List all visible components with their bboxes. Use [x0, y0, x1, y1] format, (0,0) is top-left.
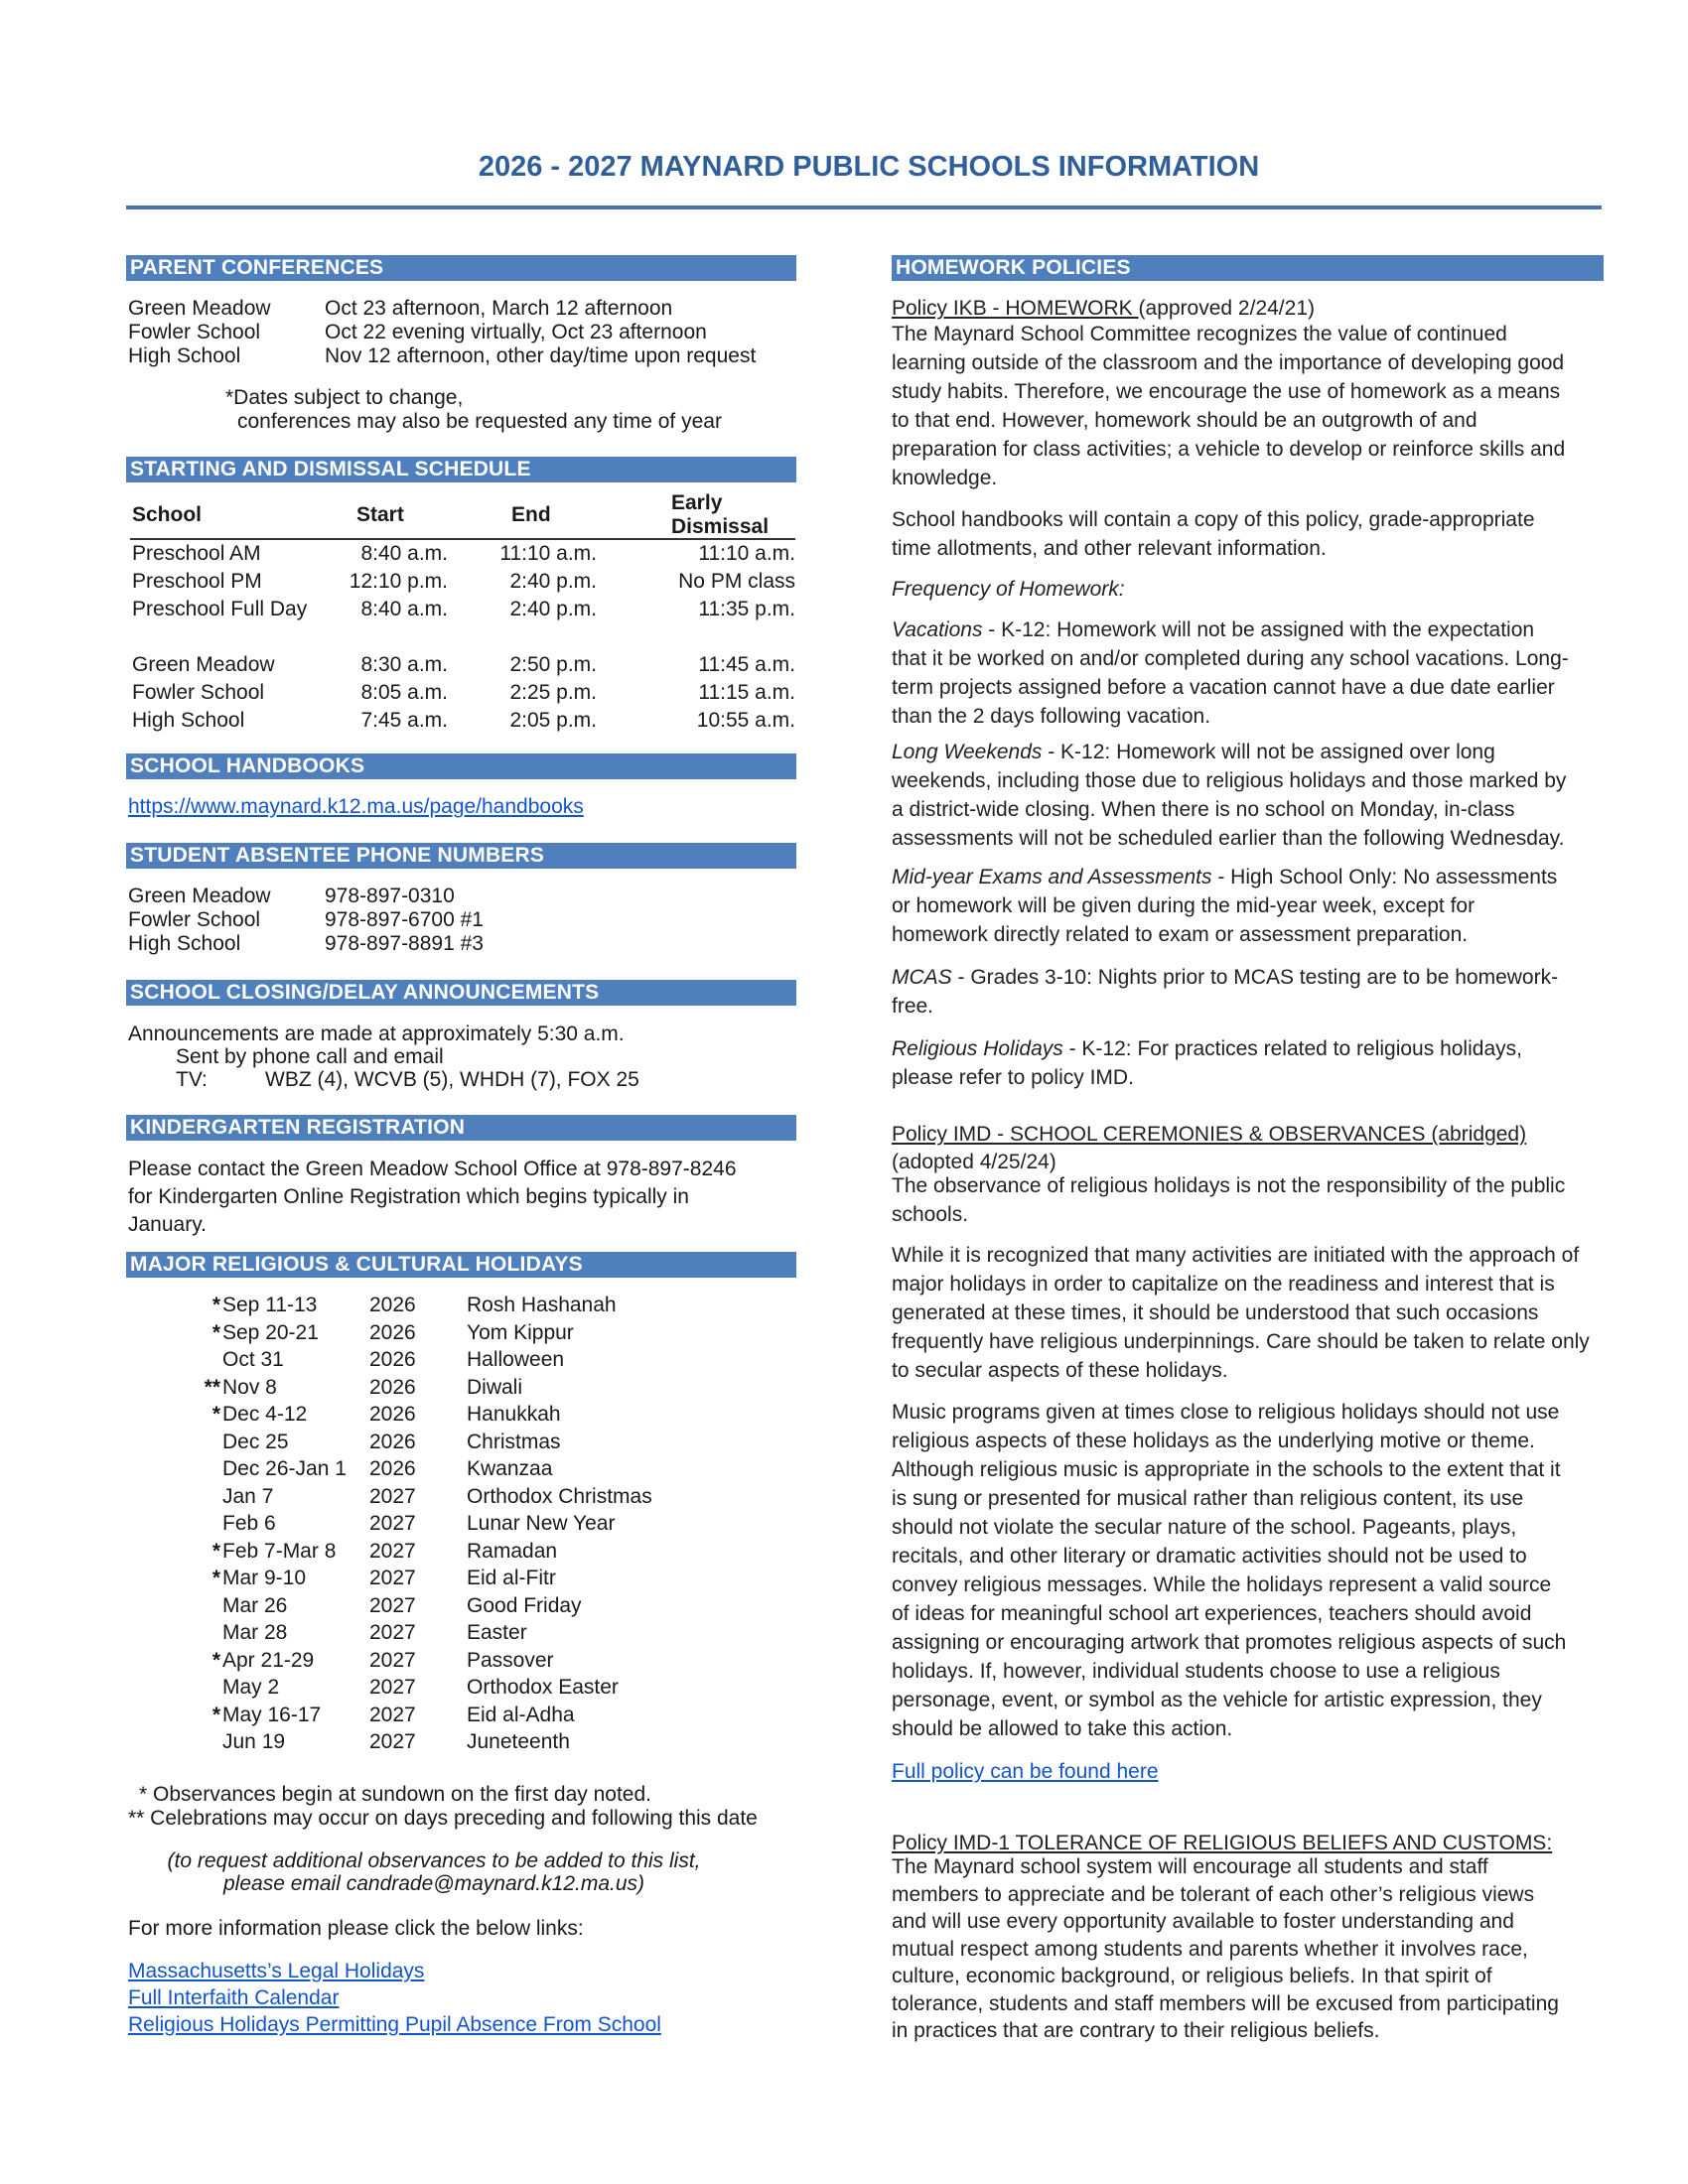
holiday-year: 2027 — [369, 1539, 416, 1563]
schedule-heading: STARTING AND DISMISSAL SCHEDULE — [126, 457, 796, 482]
vacations-paragraph — [892, 615, 1607, 731]
paragraph-line — [892, 1570, 1607, 1599]
paragraph-line — [892, 1881, 1607, 1909]
holiday-year: 2027 — [369, 1648, 416, 1672]
holiday-date: Sep 11-13 — [222, 1294, 318, 1316]
holiday-mark: * — [211, 1703, 220, 1726]
holiday-year: 2027 — [369, 1484, 416, 1508]
schedule-col-dismissal: Dismissal — [671, 515, 770, 538]
conference-note: conferences may also be requested any time of year — [237, 410, 722, 433]
paragraph-line — [892, 1241, 1607, 1270]
holiday-footnote: ** Celebrations may occur on days preceding and following this date — [128, 1807, 758, 1830]
holiday-name: Eid al-Fitr — [467, 1567, 556, 1589]
paragraph-line — [892, 615, 1607, 644]
holiday-name: Halloween — [467, 1348, 565, 1371]
holiday-mark: * — [211, 1539, 220, 1563]
paragraph-line — [892, 1657, 1607, 1686]
paragraph-line — [892, 320, 1607, 348]
holiday-date: Nov 8 — [222, 1375, 277, 1399]
holiday-year: 2026 — [369, 1375, 416, 1399]
holiday-name: Orthodox Christmas — [467, 1484, 652, 1508]
paragraph-text: religious aspects of these holidays as the underlying motive or theme. — [892, 1430, 1535, 1452]
schedule-time: 10:55 a.m. — [696, 709, 795, 732]
paragraph-line — [892, 406, 1607, 435]
paragraph-label: Mid-year Exams and Assessments — [892, 866, 1212, 888]
holiday-year: 2027 — [369, 1703, 416, 1726]
paragraph-line — [892, 644, 1607, 673]
holiday-year: 2027 — [369, 1621, 416, 1644]
paragraph-line — [892, 2017, 1607, 2045]
schedule-row — [126, 708, 796, 734]
paragraph-text: - K-12: Homework will not be assigned with the expectation — [982, 618, 1535, 641]
interfaith-calendar-link[interactable]: Full Interfaith Calendar — [128, 1986, 340, 2009]
holidays-heading: MAJOR RELIGIOUS & CULTURAL HOLIDAYS — [126, 1252, 796, 1278]
holiday-name: Good Friday — [467, 1593, 582, 1617]
title-divider — [126, 205, 1602, 209]
holiday-name: Rosh Hashanah — [467, 1294, 617, 1316]
schedule-time: 8:05 a.m. — [360, 681, 448, 704]
holiday-mark: * — [211, 1320, 220, 1344]
holiday-name: Christmas — [467, 1430, 561, 1453]
paragraph-text: frequently have religious underpinnings. Care should be taken to relate only — [892, 1330, 1590, 1353]
holiday-request: (to request additional observances to be added to this list, — [167, 1849, 701, 1872]
holiday-mark: * — [211, 1567, 220, 1589]
schedule-school: Fowler School — [132, 681, 265, 704]
schedule-time: 11:10 a.m. — [499, 542, 597, 565]
holiday-year: 2026 — [369, 1430, 416, 1453]
holiday-year: 2027 — [369, 1730, 416, 1753]
holiday-name: Diwali — [467, 1375, 523, 1399]
paragraph-text: learning outside of the classroom and the importance of developing good — [892, 351, 1565, 374]
paragraph-text: - K-12: For practices related to religious holidays, — [1062, 1037, 1522, 1060]
kindergarten-line: for Kindergarten Online Registration which begins typically in — [128, 1185, 689, 1208]
schedule-col-end: End — [511, 503, 551, 526]
paragraph-line — [892, 1171, 1607, 1200]
paragraph-text: than the 2 days following vacation. — [892, 705, 1211, 728]
paragraph-line — [892, 435, 1607, 464]
paragraph-line — [892, 824, 1607, 853]
holiday-request: please email candrade@maynard.k12.ma.us) — [222, 1872, 645, 1895]
paragraph-text: is sung or presented for musical rather than religious content, its use — [892, 1487, 1524, 1510]
paragraph-line — [892, 1200, 1607, 1229]
holiday-mark: * — [211, 1648, 220, 1672]
parent-conferences-heading: PARENT CONFERENCES — [126, 255, 796, 281]
holiday-date: Dec 25 — [222, 1430, 289, 1453]
schedule-col-early: Early — [671, 491, 723, 514]
schedule-row — [126, 541, 796, 567]
paragraph-line — [892, 1963, 1607, 1990]
paragraph-line — [892, 1398, 1607, 1427]
paragraph-line — [892, 673, 1607, 702]
schedule-school: Preschool AM — [132, 542, 261, 565]
kindergarten-heading: KINDERGARTEN REGISTRATION — [126, 1115, 796, 1141]
paragraph-text: of ideas for meaningful school art experiences, teachers should avoid — [892, 1602, 1532, 1625]
paragraph-text: mutual respect among students and parents whether it involves race, — [892, 1937, 1528, 1961]
paragraph-text: assigning or encouraging artwork that promotes religious aspects of such — [892, 1631, 1567, 1654]
holiday-date: May 2 — [222, 1676, 280, 1699]
holiday-date: Feb 6 — [222, 1512, 276, 1535]
imd-paragraph-2 — [892, 1241, 1607, 1385]
paragraph-text: - Grades 3-10: Nights prior to MCAS testing are to be homework- — [951, 966, 1559, 989]
paragraph-line — [892, 891, 1607, 920]
holiday-date: Feb 7-Mar 8 — [222, 1539, 337, 1563]
schedule-col-start: Start — [356, 503, 404, 526]
paragraph-text: time allotments, and other relevant information. — [892, 537, 1327, 560]
holiday-date: Dec 4-12 — [222, 1403, 308, 1426]
paragraph-text: The Maynard school system will encourage all students and staff — [892, 1855, 1488, 1878]
holiday-date: Mar 28 — [222, 1621, 288, 1644]
holiday-year: 2027 — [369, 1512, 416, 1535]
holiday-year: 2026 — [369, 1457, 416, 1480]
holiday-date: Jan 7 — [222, 1484, 274, 1508]
paragraph-text: holidays. If, however, individual students choose to use a religious — [892, 1660, 1500, 1683]
paragraph-text: The observance of religious holidays is not the responsibility of the public — [892, 1174, 1566, 1197]
paragraph-line — [892, 377, 1607, 406]
closing-line: Announcements are made at approximately 5:30 a.m. — [128, 1023, 625, 1045]
holiday-mark: * — [211, 1403, 220, 1426]
paragraph-text: in practices that are contrary to their religious beliefs. — [892, 2019, 1380, 2042]
paragraph-text: The Maynard School Committee recognizes the value of continued — [892, 323, 1507, 345]
paragraph-line — [892, 1427, 1607, 1455]
closing-tv-stations: WBZ (4), WCVB (5), WHDH (7), FOX 25 — [265, 1068, 639, 1091]
paragraph-text: tolerance, students and staff members will be excused from participating — [892, 1991, 1559, 2015]
paragraph-text: Although religious music is appropriate in the schools to the extent that it — [892, 1458, 1561, 1481]
schedule-time: 2:05 p.m. — [509, 709, 597, 732]
holiday-mark: * — [211, 1294, 220, 1316]
policy-imd-title: Policy IMD - SCHOOL CEREMONIES & OBSERVANCES (abridged) — [892, 1123, 1527, 1146]
holiday-name: Juneteenth — [467, 1730, 570, 1753]
holiday-date: May 16-17 — [222, 1703, 322, 1726]
paragraph-line — [892, 505, 1607, 534]
paragraph-label: Religious Holidays — [892, 1037, 1063, 1060]
closing-line: Sent by phone call and email — [176, 1045, 444, 1068]
paragraph-line — [892, 1908, 1607, 1936]
holiday-name: Yom Kippur — [467, 1320, 574, 1344]
paragraph-text: to secular aspects of these holidays. — [892, 1359, 1228, 1382]
schedule-time: 2:40 p.m. — [509, 570, 597, 593]
paragraph-text: convey religious messages. While the holidays represent a valid source — [892, 1573, 1552, 1596]
schedule-time: 2:40 p.m. — [509, 598, 597, 620]
paragraph-text: please refer to policy IMD. — [892, 1066, 1134, 1089]
schedule-row — [126, 680, 796, 706]
paragraph-text: or homework will be given during the mid-year week, except for — [892, 894, 1476, 917]
holiday-name: Passover — [467, 1648, 554, 1672]
paragraph-line — [892, 1327, 1607, 1356]
schedule-time: 11:15 a.m. — [698, 681, 795, 704]
holiday-year: 2026 — [369, 1348, 416, 1371]
schedule-col-school: School — [132, 503, 203, 526]
midyear-paragraph — [892, 863, 1607, 949]
paragraph-line — [892, 1936, 1607, 1964]
ma-legal-holidays-link[interactable]: Massachusetts’s Legal Holidays — [128, 1960, 425, 1982]
holiday-date: Oct 31 — [222, 1348, 284, 1371]
paragraph-line — [892, 738, 1607, 766]
schedule-time: 11:35 p.m. — [698, 598, 795, 620]
holiday-year: 2027 — [369, 1676, 416, 1699]
paragraph-text: homework directly related to exam or assessment preparation. — [892, 923, 1469, 946]
paragraph-text: should not violate the secular nature of the school. Pageants, plays, — [892, 1516, 1517, 1539]
schedule-time: 11:10 a.m. — [698, 542, 795, 565]
paragraph-text: schools. — [892, 1203, 969, 1226]
holiday-date: Jun 19 — [222, 1730, 286, 1753]
paragraph-text: that it be worked on and/or completed during any school vacations. Long- — [892, 647, 1569, 670]
kindergarten-line: Please contact the Green Meadow School Office at 978-897-8246 — [128, 1158, 737, 1180]
schedule-time: 8:40 a.m. — [360, 542, 448, 565]
schedule-time: 8:40 a.m. — [360, 598, 448, 620]
schedule-row — [126, 597, 796, 622]
paragraph-text: generated at these times, it should be understood that such occasions — [892, 1301, 1539, 1324]
schedule-time: 11:45 a.m. — [698, 653, 795, 676]
holiday-year: 2026 — [369, 1403, 416, 1426]
paragraph-text: term projects assigned before a vacation cannot have a due date earlier — [892, 676, 1555, 699]
schedule-time: 7:45 a.m. — [360, 709, 448, 732]
paragraph-line — [892, 863, 1607, 891]
schedule-school: High School — [132, 709, 245, 732]
paragraph-text: members to appreciate and be tolerant of each other’s religious views — [892, 1882, 1535, 1906]
paragraph-text: preparation for class activities; a vehicle to develop or reinforce skills and — [892, 438, 1566, 461]
paragraph-line — [892, 1063, 1607, 1092]
imd-paragraph-3 — [892, 1398, 1607, 1743]
paragraph-line — [892, 702, 1607, 731]
paragraph-line — [892, 1990, 1607, 2018]
schedule-time: 2:50 p.m. — [509, 653, 597, 676]
holiday-date: Sep 20-21 — [222, 1320, 319, 1344]
paragraph-text: free. — [892, 995, 934, 1018]
schedule-row — [126, 569, 796, 595]
policy-ikb-title: Policy IKB - HOMEWORK (approved 2/24/21) — [892, 297, 1315, 320]
closing-tv-label: TV: — [176, 1068, 208, 1091]
holiday-date: Apr 21-29 — [222, 1648, 315, 1672]
homework-heading: HOMEWORK POLICIES — [892, 255, 1604, 281]
paragraph-line — [892, 963, 1607, 992]
page-title: 2026 - 2027 MAYNARD PUBLIC SCHOOLS INFORMATION — [478, 151, 1260, 183]
conference-note: *Dates subject to change, — [225, 386, 464, 409]
paragraph-text: knowledge. — [892, 467, 998, 489]
paragraph-label: Vacations — [892, 618, 983, 641]
holiday-year: 2026 — [369, 1294, 416, 1316]
paragraph-line — [892, 348, 1607, 377]
paragraph-text: major holidays in order to capitalize on the readiness and interest that is — [892, 1273, 1555, 1296]
paragraph-text: should be allowed to take this action. — [892, 1717, 1233, 1740]
frequency-label: Frequency of Homework: — [892, 578, 1125, 601]
holiday-name: Kwanzaa — [467, 1457, 553, 1480]
paragraph-text: a district-wide closing. When there is no school on Monday, in-class — [892, 798, 1515, 821]
schedule-school: Preschool PM — [132, 570, 262, 593]
paragraph-line — [892, 992, 1607, 1021]
paragraph-line — [892, 1542, 1607, 1570]
paragraph-text: culture, economic background, or religious beliefs. In that spirit of — [892, 1965, 1492, 1987]
holiday-year: 2027 — [369, 1567, 416, 1589]
holiday-date: Mar 9-10 — [222, 1567, 307, 1589]
policy-imd1-title: Policy IMD-1 TOLERANCE OF RELIGIOUS BELIEFS AND CUSTOMS: — [892, 1832, 1553, 1854]
paragraph-text: School handbooks will contain a copy of this policy, grade-appropriate — [892, 508, 1535, 531]
paragraph-line — [892, 534, 1607, 563]
holiday-name: Easter — [467, 1621, 527, 1644]
paragraph-line — [892, 1853, 1607, 1881]
paragraph-line — [892, 1356, 1607, 1385]
schedule-time: 12:10 p.m. — [349, 570, 448, 593]
paragraph-line — [892, 1513, 1607, 1542]
paragraph-line — [892, 920, 1607, 949]
paragraph-line — [892, 766, 1607, 795]
holiday-mark: ** — [204, 1375, 220, 1399]
schedule-time: 8:30 a.m. — [360, 653, 448, 676]
paragraph-line — [892, 1714, 1607, 1743]
holiday-name: Eid al-Adha — [467, 1703, 575, 1726]
paragraph-label: Long Weekends — [892, 741, 1043, 763]
paragraph-line — [892, 1599, 1607, 1628]
more-info-text: For more information please click the below links: — [128, 1917, 584, 1940]
paragraph-text: recitals, and other literary or dramatic activities should not be used to — [892, 1545, 1527, 1568]
paragraph-line — [892, 1270, 1607, 1298]
closing-heading: SCHOOL CLOSING/DELAY ANNOUNCEMENTS — [126, 980, 796, 1006]
holiday-name: Orthodox Easter — [467, 1676, 619, 1699]
paragraph-text: weekends, including those due to religious holidays and those marked by — [892, 769, 1567, 792]
paragraph-text: While it is recognized that many activities are initiated with the approach of — [892, 1244, 1580, 1267]
schedule-time: 2:25 p.m. — [509, 681, 597, 704]
homework-intro — [892, 320, 1607, 492]
holiday-date: Mar 26 — [222, 1593, 288, 1617]
holiday-footnote: * Observances begin at sundown on the first day noted. — [139, 1783, 651, 1806]
paragraph-text: and will use every opportunity available to foster understanding and — [892, 1910, 1514, 1933]
long-weekends-paragraph — [892, 738, 1607, 853]
paragraph-line — [892, 1455, 1607, 1484]
imd1-paragraph — [892, 1853, 1607, 2045]
paragraph-text: - K-12: Homework will not be assigned over long — [1042, 741, 1495, 763]
holiday-name: Hanukkah — [467, 1403, 561, 1426]
paragraph-line — [892, 1628, 1607, 1657]
holiday-name: Lunar New Year — [467, 1512, 616, 1535]
schedule-time: No PM class — [678, 570, 795, 593]
schedule-header-rule — [130, 538, 795, 540]
paragraph-line — [892, 1298, 1607, 1327]
holiday-year: 2027 — [369, 1593, 416, 1617]
schedule-school: Preschool Full Day — [132, 598, 308, 620]
paragraph-line — [892, 795, 1607, 824]
holiday-name: Ramadan — [467, 1539, 558, 1563]
paragraph-line — [892, 1484, 1607, 1513]
paragraph-line — [892, 1034, 1607, 1063]
paragraph-line — [892, 464, 1607, 492]
paragraph-text: study habits. Therefore, we encourage the use of homework as a means — [892, 380, 1561, 403]
paragraph-text: personage, event, or symbol as the vehicle for artistic expression, they — [892, 1689, 1542, 1711]
absentee-heading: STUDENT ABSENTEE PHONE NUMBERS — [126, 843, 796, 869]
paragraph-text: to that end. However, homework should be an outgrowth of and — [892, 409, 1477, 432]
pupil-absence-link[interactable]: Religious Holidays Permitting Pupil Absence From School — [128, 2013, 661, 2036]
full-policy-link[interactable]: Full policy can be found here — [892, 1760, 1159, 1783]
paragraph-line — [892, 1686, 1607, 1714]
mcas-paragraph — [892, 963, 1607, 1021]
paragraph-text: Music programs given at times close to religious holidays should not use — [892, 1401, 1560, 1424]
handbooks-link[interactable]: https://www.maynard.k12.ma.us/page/handbooks — [128, 795, 584, 818]
kindergarten-line: January. — [128, 1213, 207, 1236]
schedule-school: Green Meadow — [132, 653, 275, 676]
policy-imd-adopted: (adopted 4/25/24) — [892, 1151, 1056, 1173]
holiday-date: Dec 26-Jan 1 — [222, 1457, 347, 1480]
holiday-year: 2026 — [369, 1320, 416, 1344]
imd-paragraph-1 — [892, 1171, 1607, 1229]
paragraph-text: - High School Only: No assessments — [1211, 866, 1558, 888]
handbooks-heading: SCHOOL HANDBOOKS — [126, 753, 796, 779]
paragraph-text: assessments will not be scheduled earlier than the following Wednesday. — [892, 827, 1565, 850]
paragraph-label: MCAS — [892, 966, 952, 989]
schedule-row — [126, 652, 796, 678]
religious-holidays-paragraph — [892, 1034, 1607, 1092]
homework-handbooks — [892, 505, 1607, 563]
